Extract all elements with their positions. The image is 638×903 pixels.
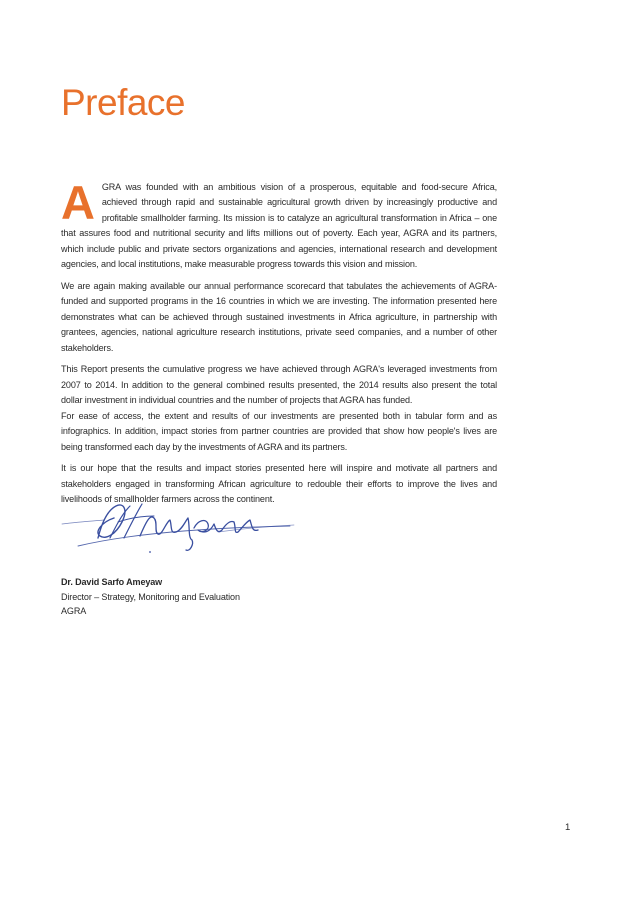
- signer-name: Dr. David Sarfo Ameyaw: [61, 577, 163, 587]
- drop-cap: A: [61, 176, 95, 229]
- paragraph-access: For ease of access, the extent and results of our investments are presented both in tabular form and as infographics. In addition, impact stories from partner countries are provided that show how people's lives are being transformed each day by the investments of AGRA and its partners.: [61, 410, 497, 452]
- paragraph-intro: [61, 176, 497, 272]
- signer-block: [61, 575, 240, 619]
- paragraph-intro-text: GRA was founded with an ambitious vision of a prosperous, equitable and food-secure Africa, achieved through rapid and sustainable agricultural growth driven by increasingly productive and profitable smallholder farming. Its mission is to catalyze an agricultural transformation in Africa – one that assures food and nutritional security and lifts millions out of poverty. Each year, AGRA and its partners, which include public and private sectors organizations and agencies, international research and development agencies, and local institutions, make measurable progress towards this vision and mission.: [61, 182, 497, 270]
- signature-image: [58, 492, 298, 562]
- paragraph-report: This Report presents the cumulative progress we have achieved through AGRA's leveraged investments from 2007 to 2014. In addition to the general combined results presented, the 2014 results also present the total dollar investment in individual countries and the number of projects that AGRA has funded.: [61, 364, 497, 406]
- page-title: Preface: [61, 82, 186, 123]
- signer-role: Director – Strategy, Monitoring and Evaluation: [61, 591, 240, 602]
- page-number: 1: [565, 822, 571, 833]
- paragraph-hope: It is our hope that the results and impact stories presented here will inspire and motivate all partners and stakeholders engaged in transforming African agriculture to redouble their efforts to improve the lives and livelihoods of smallholder farmers across the continent.: [61, 463, 497, 505]
- preface-body: [61, 176, 497, 514]
- signer-organization: AGRA: [61, 606, 87, 616]
- paragraph-scorecard: We are again making available our annual performance scorecard that tabulates the achievements of AGRA-funded and supported programs in the 16 countries in which we are investing. The information presented here demonstrates what can be achieved through sustained investments in Africa agriculture, in partnership with grantees, agencies, national agriculture research institutions, private seed companies, and a number of other stakeholders.: [61, 280, 497, 353]
